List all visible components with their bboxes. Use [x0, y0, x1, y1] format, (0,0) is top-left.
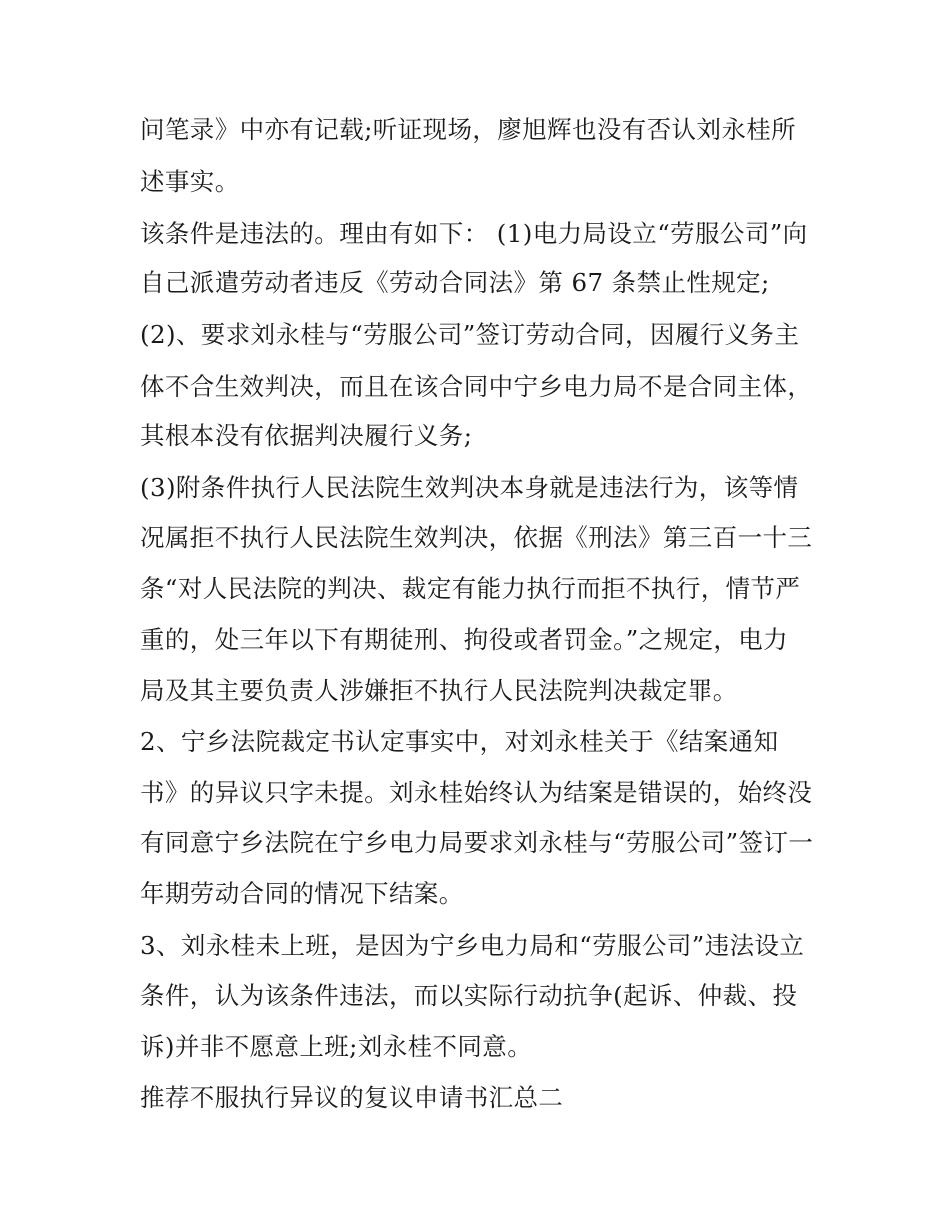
- text-line: 重的，处三年以下有期徒刑、拘役或者罚金。”之规定，电力: [140, 625, 789, 654]
- text-line: (3)附条件执行人民法院生效判决本身就是违法行为，该等情: [140, 473, 799, 502]
- text-line: 有同意宁乡法院在宁乡电力局要求刘永桂与“劳服公司”签订一: [140, 828, 814, 857]
- text-line: 况属拒不执行人民法院生效判决，依据《刑法》第三百一十三: [140, 523, 813, 552]
- text-line: 局及其主要负责人涉嫌拒不执行人民法院判决裁定罪。: [140, 676, 738, 705]
- text-line: 2、宁乡法院裁定书认定事实中，对刘永桂关于《结案通知: [140, 727, 779, 756]
- text-line: 3、刘永桂未上班，是因为宁乡电力局和“劳服公司”违法设立: [140, 931, 805, 960]
- text-line: 体不合生效判决，而且在该合同中宁乡电力局不是合同主体，: [140, 372, 813, 401]
- text-line: 自己派遣劳动者违反《劳动合同法》第 67 条禁止性规定;: [140, 268, 770, 297]
- text-line: 该条件是违法的。理由有如下： (1)电力局设立“劳服公司”向: [140, 219, 808, 248]
- text-line: 条“对人民法院的判决、裁定有能力执行而拒不执行，情节严: [140, 574, 801, 603]
- text-line: 年期劳动合同的情况下结案。: [140, 879, 464, 908]
- text-line: 书》的异议只字未提。刘永桂始终认为结案是错误的，始终没: [140, 778, 813, 807]
- text-line: 问笔录》中亦有记载;听证现场，廖旭辉也没有否认刘永桂所: [140, 115, 797, 144]
- text-line: (2)、要求刘永桂与“劳服公司”签订劳动合同，因履行义务主: [140, 320, 800, 349]
- text-line: 述事实。: [140, 167, 240, 196]
- section-heading: 推荐不服执行异议的复议申请书汇总二: [140, 1083, 564, 1112]
- text-line: 其根本没有依据判决履行义务;: [140, 421, 473, 450]
- text-line: 诉)并非不愿意上班;刘永桂不同意。: [140, 1032, 533, 1061]
- text-line: 条件，认为该条件违法，而以实际行动抗争(起诉、仲裁、投: [140, 981, 798, 1010]
